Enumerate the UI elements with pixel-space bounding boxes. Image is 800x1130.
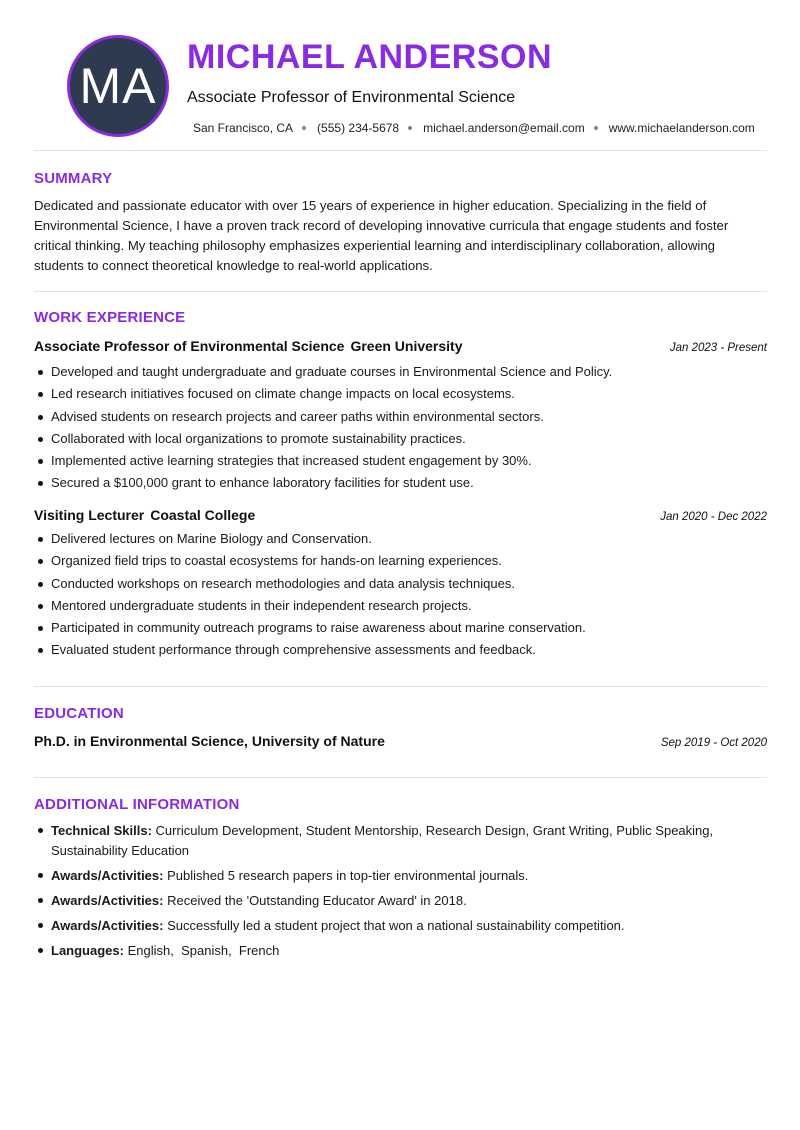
job-bullet-list — [34, 361, 767, 495]
language-list — [128, 943, 280, 958]
contact-bar — [193, 121, 755, 135]
job-bullet: Secured a $100,000 grant to enhance laboratory facilities for student use. — [34, 472, 767, 494]
job-bullet: Led research initiatives focused on climate change impacts on local ecosystems. — [34, 383, 767, 405]
info-item — [34, 821, 767, 860]
job-bullet: Organized field trips to coastal ecosystems for hands-on learning experiences. — [34, 550, 767, 572]
section-title-additional: ADDITIONAL INFORMATION — [34, 796, 240, 813]
language: Spanish , — [181, 943, 239, 958]
job-bullet: Conducted workshops on research methodologies and data analysis techniques. — [34, 573, 767, 595]
job-header — [34, 338, 767, 354]
info-item — [34, 866, 767, 886]
job-title — [34, 338, 463, 354]
summary-text: Dedicated and passionate educator with over 15 years of experience in higher education. Specializing in the field of Environmental Science, I have a proven track record of developing innovative curricula that engage students and foster critical thinking. My teaching philosophy emphasizes experiential learning and interdisciplinary collaboration, allowing students to connect theoretical knowledge to real-world applications. — [34, 198, 729, 273]
info-text: Curriculum Development, Student Mentorship, Research Design, Grant Writing, Public Speaking, Sustainability Education — [51, 823, 714, 858]
job-bullet: Participated in community outreach programs to raise awareness about marine conservation. — [34, 617, 767, 639]
separator-dot-icon — [408, 126, 412, 130]
info-item-languages — [34, 941, 767, 961]
info-item — [34, 916, 767, 936]
info-label: Awards/Activities: — [51, 917, 164, 933]
job-bullet: Collaborated with local organizations to promote sustainability practices. — [34, 428, 767, 450]
job-bullet-list — [34, 528, 767, 662]
info-text: Successfully led a student project that won a national sustainability competition. — [167, 917, 625, 933]
language: English , — [128, 943, 181, 958]
job-header — [34, 507, 767, 523]
candidate-role: Associate Professor of Environmental Science — [187, 89, 516, 106]
job-organization: Coastal College — [150, 507, 256, 523]
education-degree: Ph.D. in Environmental Science, University of Nature — [34, 733, 385, 749]
job-title — [34, 507, 255, 523]
job-bullet: Implemented active learning strategies that increased student engagement by 30%. — [34, 450, 767, 472]
separator-dot-icon — [302, 126, 306, 130]
info-text: Published 5 research papers in top-tier environmental journals. — [167, 867, 529, 883]
job-bullet: Evaluated student performance through comprehensive assessments and feedback. — [34, 639, 767, 661]
divider — [34, 686, 767, 687]
education-entry — [34, 733, 767, 749]
section-title-summary: SUMMARY — [34, 170, 113, 187]
candidate-name: MICHAEL ANDERSON — [187, 38, 553, 76]
job-position: Visiting Lecturer — [34, 507, 145, 523]
avatar-initials: MA — [79, 58, 157, 114]
separator-dot-icon — [594, 126, 598, 130]
contact-location: San Francisco, CA — [193, 121, 294, 135]
resume-header — [33, 0, 767, 150]
job-dates: Jan 2020 - Dec 2022 — [660, 511, 767, 523]
info-item — [34, 891, 767, 911]
divider — [34, 150, 767, 151]
job-bullet: Advised students on research projects and career paths within environmental sectors. — [34, 406, 767, 428]
divider — [34, 291, 767, 292]
info-label: Technical Skills: — [51, 823, 152, 838]
info-label: Awards/Activities: — [51, 892, 164, 908]
job-bullet: Mentored undergraduate students in their independent research projects. — [34, 595, 767, 617]
contact-phone: (555) 234-5678 — [317, 121, 400, 135]
section-title-experience: WORK EXPERIENCE — [34, 309, 186, 326]
job-dates: Jan 2023 - Present — [669, 342, 767, 354]
job-bullet: Developed and taught undergraduate and graduate courses in Environmental Science and Policy. — [34, 361, 767, 383]
job-bullet: Delivered lectures on Marine Biology and Conservation. — [34, 528, 767, 550]
info-text: Received the 'Outstanding Educator Award' in 2018. — [167, 892, 467, 908]
contact-email[interactable]: michael.anderson@email.com — [423, 121, 585, 135]
info-label: Languages: — [51, 942, 124, 958]
job-position: Associate Professor of Environmental Science — [34, 338, 345, 354]
section-title-education: EDUCATION — [34, 705, 124, 722]
avatar — [67, 35, 169, 137]
contact-website[interactable]: www.michaelanderson.com — [608, 121, 755, 135]
language: French — [238, 942, 280, 958]
info-label: Awards/Activities: — [51, 867, 164, 883]
job-organization: Green University — [350, 338, 463, 354]
divider — [34, 777, 767, 778]
education-dates: Sep 2019 - Oct 2020 — [660, 737, 767, 749]
additional-info-list — [34, 821, 767, 966]
